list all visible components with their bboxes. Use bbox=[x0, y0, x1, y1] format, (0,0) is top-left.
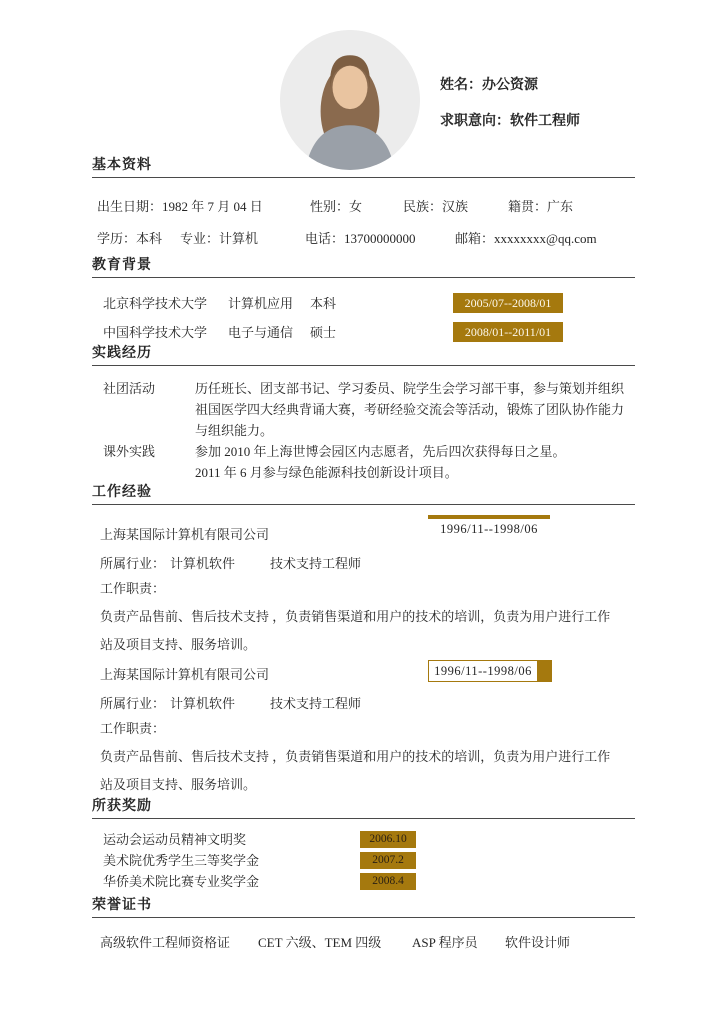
header-text-block bbox=[440, 78, 580, 130]
award-row bbox=[92, 831, 635, 848]
job-objective: 求职意向：软件工程师 bbox=[440, 114, 580, 129]
job-title: 技术支持工程师 bbox=[270, 696, 362, 711]
section-title-work: 工作经验 bbox=[92, 485, 635, 505]
company-name: 上海某国际计算机有限司公司 bbox=[100, 667, 270, 682]
certificate-item: 软件设计师 bbox=[505, 935, 571, 950]
work-period-text: 1996/11--1998/06 bbox=[429, 661, 537, 681]
industry-value: 计算机软件 bbox=[170, 696, 236, 711]
phone: 电话：13700000000 bbox=[305, 231, 416, 246]
section-title-education: 教育背景 bbox=[92, 258, 635, 278]
education-row bbox=[92, 291, 635, 313]
practice-text bbox=[195, 441, 635, 483]
work-industry-row bbox=[92, 553, 635, 569]
duty-label: 工作职责： bbox=[100, 581, 166, 596]
basic-info-row-1 bbox=[92, 196, 635, 212]
edu-period-badge: 2008/01--2011/01 bbox=[453, 322, 563, 342]
profile-photo bbox=[280, 30, 420, 170]
award-name: 运动会运动员精神文明奖 bbox=[103, 832, 247, 847]
award-date-badge: 2007.2 bbox=[360, 852, 416, 869]
section-title-awards: 所获奖励 bbox=[92, 799, 635, 819]
edu-period-badge: 2005/07--2008/01 bbox=[453, 293, 563, 313]
section-title-practice: 实践经历 bbox=[92, 346, 635, 366]
practice-label: 课外实践 bbox=[103, 444, 156, 459]
practice-item bbox=[92, 378, 635, 441]
duty-description: 负责产品售前、售后技术支持 ，负责销售渠道和用户的技术的培训，负责为用户进行工作站及项目支持、服务培训。 bbox=[100, 609, 611, 652]
award-row bbox=[92, 873, 635, 890]
native-place: 籍贯：广东 bbox=[508, 199, 574, 214]
practice-paragraph: 2011 年 6 月参与绿色能源科技创新设计项目。 bbox=[195, 465, 458, 480]
resume-content bbox=[92, 158, 635, 948]
work-entry-header bbox=[92, 661, 635, 683]
practice-label: 社团活动 bbox=[103, 381, 156, 396]
certificate-item: CET 六级、TEM 四级 bbox=[258, 935, 382, 950]
work-period-box bbox=[428, 660, 552, 682]
birth-date: 出生日期：1982 年 7 月 04 日 bbox=[97, 199, 263, 214]
award-name: 华侨美术院比赛专业奖学金 bbox=[103, 874, 260, 889]
industry-value: 计算机软件 bbox=[170, 556, 236, 571]
period-accent-block bbox=[537, 661, 551, 681]
email: 邮箱：xxxxxxxx@qq.com bbox=[455, 231, 597, 246]
practice-text bbox=[195, 378, 635, 441]
certificate-item: 高级软件工程师资格证 bbox=[100, 935, 231, 950]
work-entry-header bbox=[92, 515, 635, 543]
award-date-badge: 2008.4 bbox=[360, 873, 416, 890]
edu-major: 计算机应用 bbox=[228, 296, 294, 311]
industry-label: 所属行业： bbox=[100, 696, 166, 711]
basic-info-row-2 bbox=[92, 228, 635, 244]
candidate-name: 姓名：办公资源 bbox=[440, 78, 538, 93]
certificate-item: ASP 程序员 bbox=[412, 935, 478, 950]
edu-degree: 本科 bbox=[310, 296, 337, 311]
avatar-icon bbox=[280, 30, 420, 170]
company-name: 上海某国际计算机有限司公司 bbox=[100, 527, 270, 542]
work-period-overline: 1996/11--1998/06 bbox=[428, 515, 550, 537]
award-date-badge: 2006.10 bbox=[360, 831, 416, 848]
ethnicity: 民族：汉族 bbox=[403, 199, 469, 214]
award-name: 美术院优秀学生三等奖学金 bbox=[103, 853, 260, 868]
education-level: 学历：本科 bbox=[97, 231, 163, 246]
section-title-certificates: 荣誉证书 bbox=[92, 898, 635, 918]
practice-paragraph: 历任班长、团支部书记、学习委员、院学生会学习部干事，参与策划并组织祖国医学四大经典背诵大赛，考研经验交流会等活动，锻炼了团队协作能力与组织能力。 bbox=[195, 381, 625, 438]
edu-degree: 硕士 bbox=[310, 325, 337, 340]
education-row bbox=[92, 320, 635, 342]
practice-item bbox=[92, 441, 635, 483]
major: 专业：计算机 bbox=[180, 231, 259, 246]
section-title-basic-info: 基本资料 bbox=[92, 158, 635, 178]
school-name: 北京科学技术大学 bbox=[103, 296, 208, 311]
school-name: 中国科学技术大学 bbox=[103, 325, 208, 340]
certificates-row bbox=[92, 932, 635, 948]
duty-description: 负责产品售前、售后技术支持 ，负责销售渠道和用户的技术的培训，负责为用户进行工作站及项目支持、服务培训。 bbox=[100, 749, 611, 792]
industry-label: 所属行业： bbox=[100, 556, 166, 571]
edu-major: 电子与通信 bbox=[228, 325, 294, 340]
duty-label: 工作职责： bbox=[100, 721, 166, 736]
practice-paragraph: 参加 2010 年上海世博会园区内志愿者，先后四次获得每日之星。 bbox=[195, 444, 566, 459]
job-title: 技术支持工程师 bbox=[270, 556, 362, 571]
award-row bbox=[92, 852, 635, 869]
gender: 性别：女 bbox=[310, 199, 363, 214]
work-industry-row bbox=[92, 693, 635, 709]
